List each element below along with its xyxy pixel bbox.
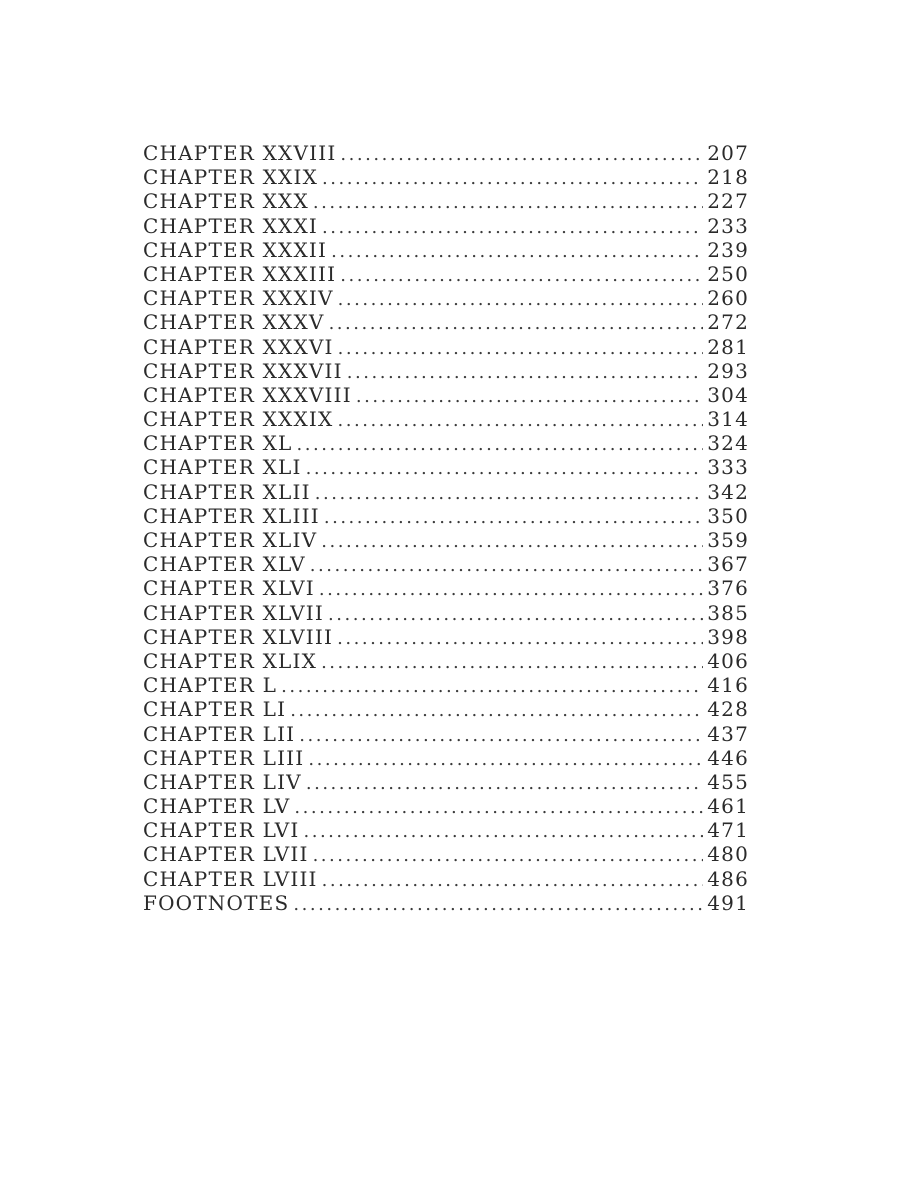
- toc-entry-page-number: 333: [707, 455, 749, 480]
- toc-entry-page-number: 272: [707, 310, 749, 335]
- toc-entry-title: FOOTNOTES: [143, 890, 290, 915]
- table-of-contents: [143, 141, 749, 915]
- toc-entry-title: CHAPTER XLIV: [143, 528, 318, 552]
- toc-entry-title: CHAPTER LI: [143, 697, 287, 722]
- toc-entry-title: CHAPTER XLV: [143, 552, 306, 577]
- toc-entry-page-number: 416: [707, 673, 749, 698]
- dot-leader: [337, 628, 703, 649]
- toc-entry[interactable]: [143, 722, 749, 746]
- dot-leader: [315, 483, 703, 504]
- toc-entry-title: CHAPTER XXX: [143, 189, 309, 214]
- dot-leader: [281, 676, 703, 697]
- dot-leader: [338, 289, 704, 310]
- toc-entry[interactable]: [143, 794, 749, 818]
- toc-entry[interactable]: [143, 601, 749, 625]
- dot-leader: [297, 434, 704, 455]
- dot-leader: [322, 870, 704, 891]
- toc-entry[interactable]: [143, 673, 749, 697]
- toc-entry-title: CHAPTER XXXI: [143, 213, 319, 238]
- toc-entry-page-number: 428: [707, 697, 749, 722]
- dot-leader: [313, 192, 703, 213]
- toc-entry[interactable]: [143, 383, 749, 407]
- toc-entry[interactable]: [143, 867, 749, 891]
- toc-entry[interactable]: [143, 842, 749, 866]
- toc-entry-page-number: 461: [707, 794, 749, 819]
- dot-leader: [340, 265, 703, 286]
- toc-entry[interactable]: [143, 262, 749, 286]
- toc-entry-page-number: 398: [707, 624, 749, 649]
- toc-entry-title: CHAPTER XXVIII: [143, 141, 337, 165]
- toc-entry-page-number: 359: [707, 528, 749, 552]
- toc-entry-title: CHAPTER XXXII: [143, 237, 328, 262]
- dot-leader: [356, 386, 703, 407]
- toc-entry-page-number: 239: [707, 237, 749, 262]
- toc-entry-page-number: 324: [707, 431, 749, 456]
- toc-entry-title: CHAPTER XXXVII: [143, 358, 343, 383]
- dot-leader: [347, 362, 703, 383]
- toc-entry-title: CHAPTER XXXIII: [143, 261, 337, 286]
- dot-leader: [303, 821, 703, 842]
- toc-entry[interactable]: [143, 141, 749, 165]
- dot-leader: [310, 555, 703, 576]
- toc-entry-page-number: 385: [707, 600, 749, 625]
- toc-entry-title: CHAPTER XLI: [143, 455, 302, 480]
- dot-leader: [331, 241, 703, 262]
- toc-entry-title: CHAPTER LVI: [143, 818, 300, 843]
- toc-entry[interactable]: [143, 165, 749, 189]
- toc-entry-title: CHAPTER XLVII: [143, 600, 324, 625]
- toc-entry[interactable]: [143, 310, 749, 334]
- toc-entry[interactable]: [143, 359, 749, 383]
- toc-entry[interactable]: [143, 576, 749, 600]
- toc-entry[interactable]: [143, 455, 749, 479]
- toc-entry[interactable]: [143, 335, 749, 359]
- toc-entry[interactable]: [143, 189, 749, 213]
- dot-leader: [306, 458, 704, 479]
- toc-entry-title: CHAPTER XXXV: [143, 310, 325, 335]
- dot-leader: [308, 749, 703, 770]
- toc-entry-page-number: 207: [707, 141, 749, 165]
- toc-entry[interactable]: [143, 431, 749, 455]
- toc-entry[interactable]: [143, 528, 749, 552]
- toc-entry-title: CHAPTER LIII: [143, 745, 305, 770]
- toc-entry-title: CHAPTER XLIII: [143, 503, 320, 528]
- toc-entry-title: CHAPTER XXXIX: [143, 407, 334, 432]
- dot-leader: [328, 604, 703, 625]
- toc-entry-page-number: 260: [707, 286, 749, 311]
- toc-entry-title: CHAPTER LIV: [143, 769, 302, 794]
- toc-entry[interactable]: [143, 625, 749, 649]
- toc-entry-page-number: 227: [707, 189, 749, 214]
- dot-leader: [321, 652, 703, 673]
- toc-entry-page-number: 314: [707, 407, 749, 432]
- dot-leader: [337, 410, 703, 431]
- dot-leader: [319, 579, 703, 600]
- toc-entry-title: CHAPTER L: [143, 673, 278, 698]
- dot-leader: [340, 144, 703, 165]
- toc-entry-title: CHAPTER XLII: [143, 479, 311, 504]
- toc-entry-title: CHAPTER LVIII: [143, 866, 318, 891]
- toc-entry[interactable]: [143, 649, 749, 673]
- dot-leader: [321, 531, 703, 552]
- dot-leader: [294, 797, 703, 818]
- toc-entry[interactable]: [143, 746, 749, 770]
- toc-entry-title: CHAPTER XXIX: [143, 165, 319, 190]
- toc-entry-page-number: 376: [707, 576, 749, 601]
- dot-leader: [322, 217, 703, 238]
- dot-leader: [306, 773, 703, 794]
- toc-entry-page-number: 218: [707, 165, 749, 190]
- dot-leader: [293, 894, 703, 915]
- dot-leader: [313, 845, 704, 866]
- dot-leader: [322, 168, 703, 189]
- toc-entry-title: CHAPTER XLVI: [143, 576, 315, 601]
- toc-entry-page-number: 342: [707, 479, 749, 504]
- dot-leader: [338, 338, 704, 359]
- toc-entry[interactable]: [143, 504, 749, 528]
- toc-entry-title: CHAPTER XLVIII: [143, 624, 334, 649]
- toc-entry-page-number: 486: [707, 866, 749, 891]
- dot-leader: [329, 313, 704, 334]
- toc-entry-page-number: 250: [707, 261, 749, 286]
- toc-entry-title: CHAPTER XXXIV: [143, 286, 334, 311]
- toc-entry[interactable]: [143, 480, 749, 504]
- toc-entry-footnotes[interactable]: [143, 891, 749, 915]
- toc-entry-title: CHAPTER XL: [143, 431, 293, 456]
- toc-entry-page-number: 437: [707, 721, 749, 746]
- toc-entry[interactable]: [143, 286, 749, 310]
- dot-leader: [324, 507, 703, 528]
- toc-entry-title: CHAPTER XXXVI: [143, 334, 334, 359]
- toc-entry[interactable]: [143, 214, 749, 238]
- toc-entry-title: CHAPTER LV: [143, 794, 291, 819]
- toc-entry-page-number: 406: [707, 648, 749, 673]
- toc-entry-page-number: 480: [707, 842, 749, 867]
- toc-entry[interactable]: [143, 407, 749, 431]
- dot-leader: [290, 700, 703, 721]
- toc-entry-page-number: 281: [707, 334, 749, 359]
- toc-entry-page-number: 471: [707, 818, 749, 843]
- toc-entry-page-number: 446: [707, 745, 749, 770]
- toc-entry[interactable]: [143, 552, 749, 576]
- dot-leader: [299, 725, 703, 746]
- toc-entry-title: CHAPTER LVII: [143, 842, 309, 867]
- toc-entry-page-number: 233: [707, 213, 749, 238]
- toc-entry[interactable]: [143, 697, 749, 721]
- toc-entry-page-number: 367: [707, 552, 749, 577]
- toc-entry-page-number: 293: [707, 358, 749, 383]
- toc-entry-page-number: 304: [707, 382, 749, 407]
- toc-entry-page-number: 491: [707, 890, 749, 915]
- toc-entry-title: CHAPTER LII: [143, 721, 296, 746]
- toc-entry[interactable]: [143, 238, 749, 262]
- toc-entry-page-number: 455: [707, 769, 749, 794]
- toc-entry-page-number: 350: [707, 503, 749, 528]
- toc-entry-title: CHAPTER XXXVIII: [143, 382, 352, 407]
- toc-entry[interactable]: [143, 818, 749, 842]
- toc-entry-title: CHAPTER XLIX: [143, 648, 318, 673]
- toc-entry[interactable]: [143, 770, 749, 794]
